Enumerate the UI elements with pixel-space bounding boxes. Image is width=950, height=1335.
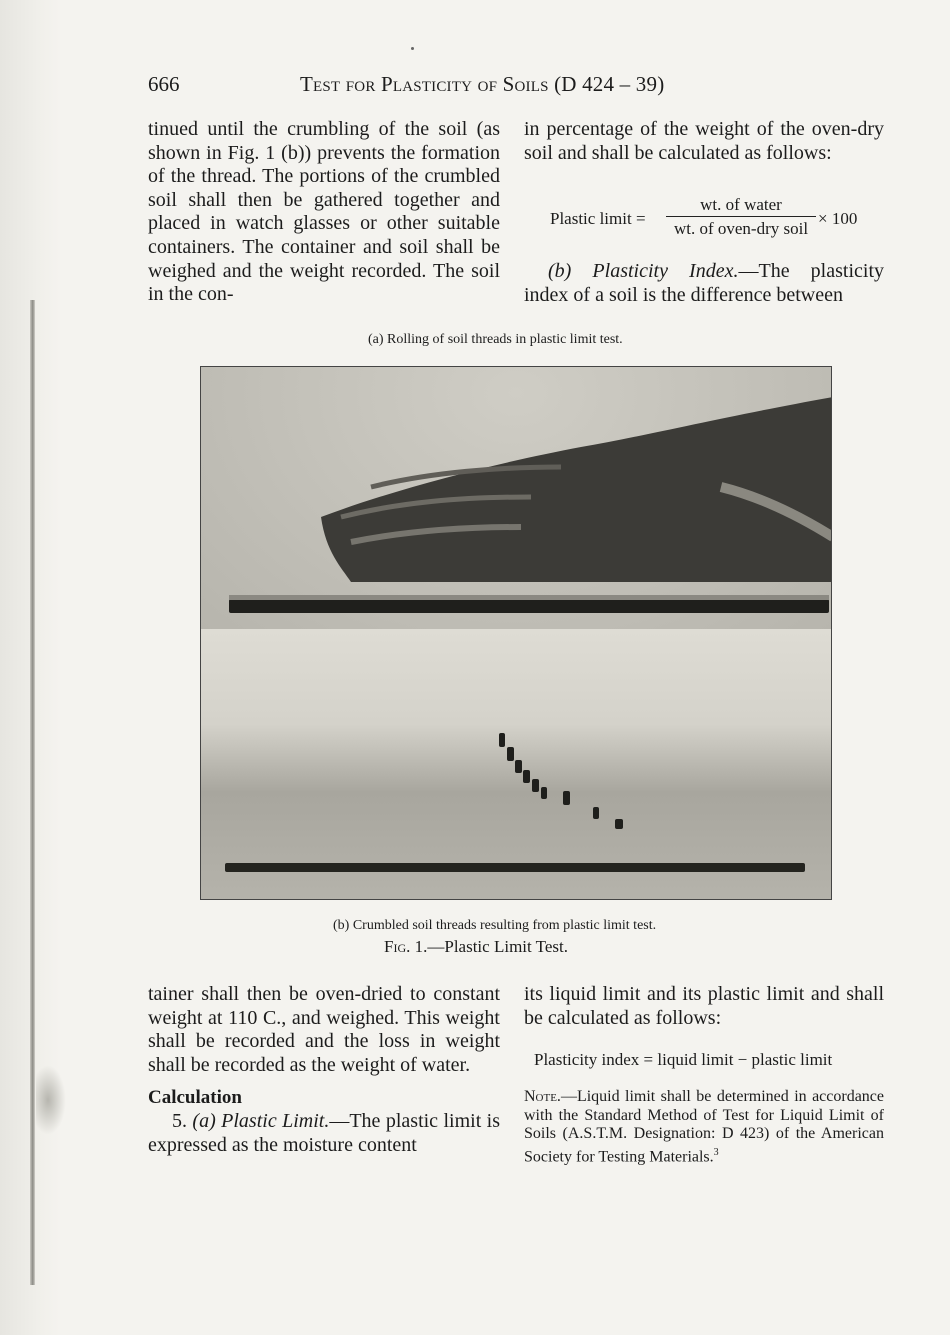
soil-crumb (563, 791, 570, 805)
photo-illustration (201, 367, 832, 900)
formula-numerator: wt. of water (666, 195, 816, 217)
paragraph-percentage: in percentage of the weight of the oven-dry soil and shall be calculated as follows: (524, 118, 884, 164)
figure-title (384, 937, 568, 957)
formula-rhs: × 100 (818, 209, 858, 228)
paragraph-number: 5. (172, 1109, 187, 1132)
plasticity-index-paragraph (524, 260, 884, 307)
plastic-limit-label: (a) Plastic Limit. (192, 1109, 330, 1132)
formula-fraction (666, 195, 816, 239)
column-right-bottom (524, 983, 884, 1030)
page-number: 666 (148, 72, 180, 96)
column-left-bottom (148, 983, 500, 1157)
note-text: —Liquid limit shall be determined in accordance with the Standard Method of Test for Liquid Limit of Soils (A.S.T.M. Designation: D 423) of the American Society for Testing Materials. (524, 1088, 884, 1166)
figure-label: Fig. 1. (384, 937, 428, 956)
hand-shape (321, 397, 832, 582)
formula-lhs: Plastic limit = (550, 209, 646, 228)
soil-crumb (541, 787, 547, 799)
glass-plate-a-edge (229, 599, 829, 613)
formula-denominator: wt. of oven-dry soil (673, 219, 809, 238)
soil-crumb (593, 807, 599, 819)
soil-crumb (515, 760, 522, 773)
paragraph-liquid-limit: its liquid limit and its plastic limit and shall be calculated as follows: (524, 983, 884, 1029)
soil-crumb (499, 733, 505, 747)
figure-photograph (200, 366, 832, 900)
paragraph-plastic-limit (148, 1110, 500, 1157)
note-label: Note. (524, 1088, 561, 1105)
scan-smudge (36, 1065, 66, 1135)
glass-plate-b-edge (225, 863, 805, 872)
running-head: Test for Plasticity of Soils (D 424 – 39) (300, 72, 665, 96)
speck (411, 47, 414, 50)
column-right-top (524, 118, 884, 165)
plasticity-index-text: —The plasticity index of a soil is the difference between (524, 260, 884, 306)
column-left-top (148, 118, 500, 307)
soil-crumb (532, 779, 539, 792)
figure-caption-a: (a) Rolling of soil threads in plastic limit test. (368, 332, 623, 347)
note-block (524, 1088, 884, 1167)
figure-title-text: —Plastic Limit Test. (427, 937, 569, 956)
glass-plate-a-surface (229, 595, 829, 600)
soil-crumb (615, 819, 623, 829)
plastic-limit-formula (550, 195, 890, 245)
plastic-limit-text: —The plastic limit is expressed as the moisture content (148, 1109, 500, 1156)
book-spine-shadow (30, 300, 35, 1285)
soil-crumb (507, 747, 514, 761)
paragraph-continued: tinued until the crumbling of the soil (as shown in Fig. 1 (b)) prevents the formation of the thread. The portions of the crumbled soil shall then be gathered together and placed in watch glasses or other suitable containers. The container and soil shall be weighed and the weight recorded. The soil in the con- (148, 118, 500, 306)
section-heading: Calculation (148, 1087, 242, 1109)
figure-caption-b: (b) Crumbled soil threads resulting from plastic limit test. (333, 918, 657, 933)
soil-crumb (523, 770, 530, 783)
plasticity-index-formula: Plasticity index = liquid limit − plastic limit (534, 1050, 833, 1069)
footnote-ref: 3 (713, 1146, 719, 1158)
plasticity-index-label: (b) Plasticity Index. (548, 260, 739, 282)
paragraph-oven-dried: tainer shall then be oven-dried to constant weight at 110 C., and weighed. This weight shall be recorded and the loss in weight shall be recorded as the weight of water. (148, 983, 500, 1076)
